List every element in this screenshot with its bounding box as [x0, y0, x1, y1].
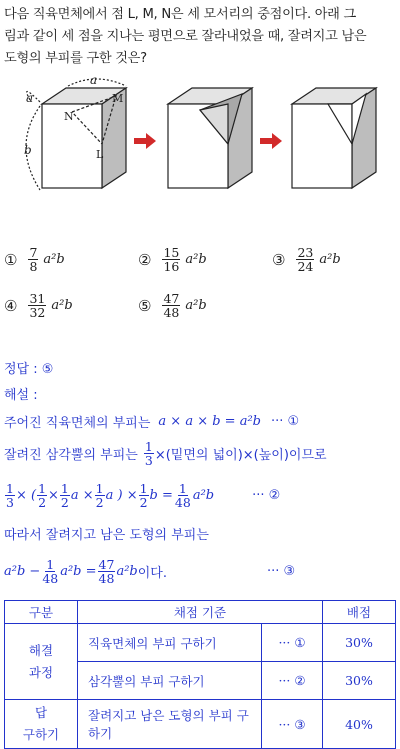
row-mark: ··· ① — [262, 624, 323, 662]
cuboid-original — [26, 79, 126, 190]
solution-line-4: 따라서 잘려지고 남은 도형의 부피는 — [4, 528, 209, 543]
question-line-2: 림과 같이 세 점을 지나는 평면으로 잘라내었을 때, 잘려지고 남은 — [4, 29, 367, 44]
question-line-3: 도형의 부피를 구한 것은? — [4, 51, 147, 66]
choice-number: ③ — [272, 250, 286, 269]
group-answer: 답 구하기 — [5, 700, 78, 749]
row-criterion: 잘려지고 남은 도형의 부피 구하기 — [78, 700, 262, 749]
label-a-top: a — [90, 73, 98, 87]
choice-number: ② — [138, 250, 152, 269]
cuboid-remaining — [292, 88, 376, 188]
choice-number: ④ — [4, 296, 18, 315]
choice-1[interactable] — [4, 246, 65, 273]
table-row — [5, 700, 396, 749]
group-solving: 해결 과정 — [5, 624, 78, 700]
arrow-icon — [134, 133, 156, 149]
explain-label: 해설 : — [4, 388, 38, 403]
choice-5[interactable] — [138, 292, 207, 319]
label-N: N — [64, 110, 74, 123]
row-criterion: 직육면체의 부피 구하기 — [78, 624, 262, 662]
row-mark: ··· ③ — [262, 700, 323, 749]
table-row — [5, 624, 396, 662]
mark-2: ··· ② — [252, 488, 281, 503]
header-criteria: 채점 기준 — [78, 601, 323, 624]
choice-number: ⑤ — [138, 296, 152, 315]
choice-2[interactable] — [138, 246, 207, 273]
choice-fraction: $\frac{31}{32}$ — [29, 291, 46, 320]
choice-expr: a²b — [185, 298, 207, 313]
row-score: 40% — [323, 700, 396, 749]
table-header-row — [5, 601, 396, 624]
choice-fraction: $\frac{15}{16}$ — [163, 245, 180, 274]
cuboid-volume-expr: a × a × b = a²b — [158, 414, 261, 429]
solution-line-5: a²b − $\frac{1}{48}$ a²b = $\frac{47}{48}$ a²b 이다. ··· ③ — [4, 557, 296, 586]
cuboid-figure — [18, 73, 382, 196]
solution-line-3: $\frac{1}{3}$ × ( $\frac{1}{2}$ × $\frac{1}{2}$ a × $\frac{1}{2}$ a ) × $\frac{1}{2}$ b = $\frac{1}{48}$ a²b ··· ② — [6, 481, 281, 510]
choice-fraction: $\frac{23}{24}$ — [297, 245, 314, 274]
mark-1: ··· ① — [270, 414, 300, 429]
question-line-1: 다음 직육면체에서 점 L, M, N은 세 모서리의 중점이다. 아래 그 — [4, 7, 356, 22]
choice-expr: a²b — [319, 252, 341, 267]
grading-table — [4, 600, 396, 749]
question-text — [4, 4, 396, 70]
row-mark: ··· ② — [262, 662, 323, 700]
choice-number: ① — [4, 250, 18, 269]
fraction-one-third: $\frac{1}{3}$ — [144, 439, 153, 468]
header-score: 배점 — [323, 601, 396, 624]
arrow-icon — [260, 133, 282, 149]
choice-fraction: $\frac{7}{8}$ — [29, 245, 38, 274]
label-a-left: a — [26, 91, 34, 105]
label-b: b — [24, 143, 32, 157]
choice-4[interactable] — [4, 292, 73, 319]
label-M: M — [112, 92, 124, 105]
header-category: 구분 — [5, 601, 78, 624]
choice-expr: a²b — [185, 252, 207, 267]
label-L: L — [96, 148, 104, 161]
choice-3[interactable] — [272, 246, 341, 273]
cuboid-cut — [168, 88, 252, 188]
choice-expr: a²b — [51, 298, 73, 313]
solution-line-2: 잘려진 삼각뿔의 부피는 $\frac{1}{3}$ ×(밑면의 넓이)×(높이)이므로 — [4, 439, 327, 468]
solution-line-1: 주어진 직육면체의 부피는 a × a × b = a²b ··· ① — [4, 414, 300, 431]
choice-expr: a²b — [43, 252, 65, 267]
row-score: 30% — [323, 624, 396, 662]
row-score: 30% — [323, 662, 396, 700]
row-criterion: 삼각뿔의 부피 구하기 — [78, 662, 262, 700]
mark-3: ··· ③ — [266, 564, 296, 579]
choice-fraction: $\frac{47}{48}$ — [163, 291, 180, 320]
answer-line: 정답 : ⑤ — [4, 362, 54, 377]
